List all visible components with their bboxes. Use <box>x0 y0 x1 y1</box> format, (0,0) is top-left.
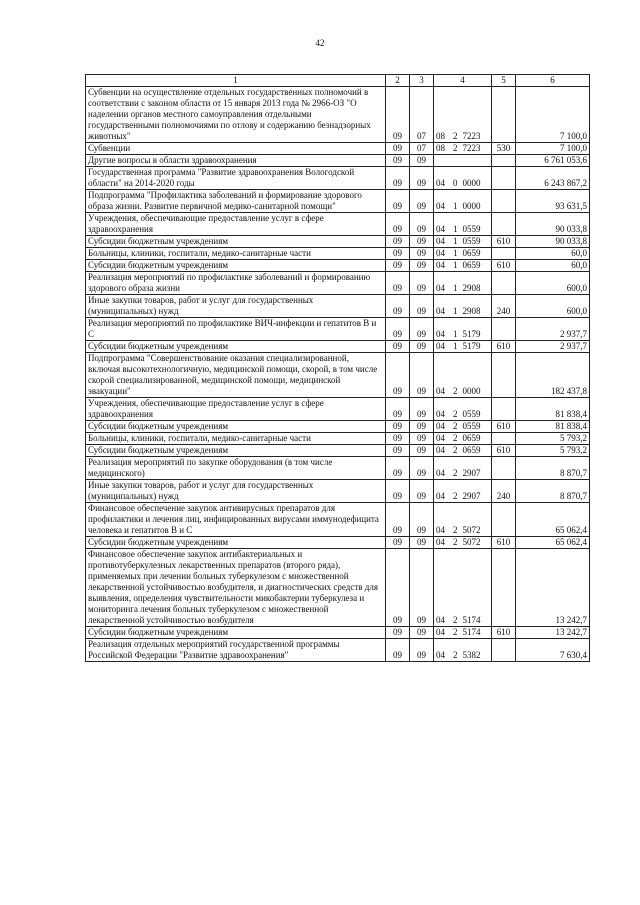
row-amount: 90 033,8 <box>516 213 590 236</box>
target-subprogram-code: 0 <box>453 178 458 188</box>
row-name: Субсидии бюджетным учреждениям <box>86 537 386 549</box>
row-amount: 182 437,8 <box>516 353 590 398</box>
row-target-article <box>434 272 492 295</box>
row-section: 09 <box>386 639 410 662</box>
target-subprogram-code: 2 <box>453 627 458 637</box>
row-subsection: 09 <box>410 480 434 503</box>
target-program-code: 04 <box>436 306 445 316</box>
row-expense-type: 610 <box>492 236 516 248</box>
row-subsection: 09 <box>410 318 434 341</box>
target-program-code: 04 <box>436 537 445 547</box>
target-item-code: 0659 <box>462 433 481 443</box>
target-program-code: 08 <box>436 143 445 153</box>
target-item-code: 2908 <box>462 283 481 293</box>
row-amount: 60,0 <box>516 260 590 272</box>
row-subsection: 09 <box>410 155 434 167</box>
row-name: Финансовое обеспечение закупок антивирусных препаратов для профилактики и лечения лиц, инфицированных вирусами иммунодефицита человека и гепатитов В и С <box>86 503 386 537</box>
table-row <box>86 190 590 213</box>
row-amount: 5 793,2 <box>516 433 590 445</box>
target-item-code: 5174 <box>462 615 481 625</box>
row-target-article <box>434 433 492 445</box>
target-program-code: 04 <box>436 525 445 535</box>
row-amount: 7 100,0 <box>516 87 590 143</box>
row-amount: 5 793,2 <box>516 445 590 457</box>
target-item-code: 0559 <box>462 224 481 234</box>
target-subprogram-code: 1 <box>453 341 458 351</box>
row-section: 09 <box>386 155 410 167</box>
row-target-article <box>434 167 492 190</box>
target-subprogram-code: 2 <box>453 433 458 443</box>
row-section: 09 <box>386 260 410 272</box>
table-row <box>86 549 590 627</box>
budget-table <box>85 74 590 662</box>
target-item-code: 0000 <box>462 201 481 211</box>
target-item-code: 0659 <box>462 248 481 258</box>
row-target-article <box>434 236 492 248</box>
row-target-article <box>434 318 492 341</box>
target-subprogram-code: 1 <box>453 248 458 258</box>
row-section: 09 <box>386 295 410 318</box>
target-item-code: 0559 <box>462 421 481 431</box>
row-subsection: 09 <box>410 190 434 213</box>
row-name: Реализация мероприятий по закупке оборудования (в том числе медицинского) <box>86 457 386 480</box>
row-section: 09 <box>386 433 410 445</box>
target-program-code: 04 <box>436 445 445 455</box>
row-expense-type: 610 <box>492 260 516 272</box>
row-target-article <box>434 421 492 433</box>
table-row <box>86 236 590 248</box>
row-expense-type <box>492 398 516 421</box>
target-program-code: 04 <box>436 178 445 188</box>
table-row <box>86 445 590 457</box>
table-row <box>86 318 590 341</box>
row-subsection: 09 <box>410 433 434 445</box>
row-expense-type <box>492 318 516 341</box>
row-section: 09 <box>386 143 410 155</box>
target-subprogram-code: 2 <box>453 491 458 501</box>
header-col-4: 4 <box>434 75 492 87</box>
row-expense-type: 610 <box>492 341 516 353</box>
target-program-code: 04 <box>436 260 445 270</box>
target-item-code: 0659 <box>462 260 481 270</box>
table-row <box>86 213 590 236</box>
target-program-code: 04 <box>436 236 445 246</box>
header-col-1: 1 <box>86 75 386 87</box>
table-row <box>86 398 590 421</box>
row-section: 09 <box>386 398 410 421</box>
row-expense-type <box>492 457 516 480</box>
table-row <box>86 457 590 480</box>
row-amount: 7 100,0 <box>516 143 590 155</box>
row-target-article <box>434 248 492 260</box>
row-expense-type <box>492 549 516 627</box>
row-section: 09 <box>386 236 410 248</box>
row-name: Подпрограмма "Профилактика заболеваний и формирование здорового образа жизни. Развитие первичной медико-санитарной помощи" <box>86 190 386 213</box>
target-item-code: 5382 <box>462 650 481 660</box>
row-expense-type <box>492 639 516 662</box>
row-subsection: 09 <box>410 627 434 639</box>
target-program-code: 04 <box>436 491 445 501</box>
row-name: Больницы, клиники, госпитали, медико-санитарные части <box>86 248 386 260</box>
table-row <box>86 248 590 260</box>
row-amount: 93 631,5 <box>516 190 590 213</box>
row-expense-type <box>492 213 516 236</box>
target-subprogram-code: 2 <box>453 650 458 660</box>
row-subsection: 09 <box>410 398 434 421</box>
row-amount: 6 761 053,6 <box>516 155 590 167</box>
row-expense-type: 530 <box>492 143 516 155</box>
row-name: Субсидии бюджетным учреждениям <box>86 260 386 272</box>
row-section: 09 <box>386 503 410 537</box>
target-item-code: 0000 <box>462 178 481 188</box>
page-number: 42 <box>315 38 325 48</box>
table-row <box>86 143 590 155</box>
row-amount: 2 937,7 <box>516 318 590 341</box>
row-amount: 81 838,4 <box>516 421 590 433</box>
row-name: Иные закупки товаров, работ и услуг для государственных (муниципальных) нужд <box>86 480 386 503</box>
target-subprogram-code: 2 <box>453 386 458 396</box>
table-row <box>86 155 590 167</box>
row-name: Финансовое обеспечение закупок антибактериальных и противотуберкулезных лекарственных препаратов (второго ряда), применяемых при лечении больных туберкулезом с множественной лекарственной устойчивостью возбудителя, и диагностических средств для выявления, определения чувствительности микобактерии туберкулеза и мониторинга лечения больных туберкулезом с множественной лекарственной устойчивостью возбудителя <box>86 549 386 627</box>
table-row <box>86 639 590 662</box>
row-name: Реализация мероприятий по профилактике заболеваний и формированию здорового образа жизни <box>86 272 386 295</box>
header-col-2: 2 <box>386 75 410 87</box>
target-subprogram-code: 2 <box>453 409 458 419</box>
row-name: Субсидии бюджетным учреждениям <box>86 341 386 353</box>
row-section: 09 <box>386 627 410 639</box>
row-expense-type <box>492 155 516 167</box>
row-amount: 8 870,7 <box>516 457 590 480</box>
target-item-code: 5072 <box>462 525 481 535</box>
row-expense-type <box>492 353 516 398</box>
row-amount: 65 062,4 <box>516 537 590 549</box>
row-subsection: 09 <box>410 295 434 318</box>
target-item-code: 5179 <box>462 341 481 351</box>
table-row <box>86 480 590 503</box>
row-subsection: 09 <box>410 457 434 480</box>
row-target-article <box>434 639 492 662</box>
row-amount: 65 062,4 <box>516 503 590 537</box>
row-amount: 81 838,4 <box>516 398 590 421</box>
row-target-article <box>434 87 492 143</box>
table-header-row <box>86 75 590 87</box>
row-section: 09 <box>386 353 410 398</box>
table-row <box>86 627 590 639</box>
header-col-3: 3 <box>410 75 434 87</box>
row-expense-type <box>492 167 516 190</box>
row-subsection: 09 <box>410 639 434 662</box>
target-item-code: 5174 <box>462 627 481 637</box>
row-name: Реализация отдельных мероприятий государственной программы Российской Федерации "Развитие здравоохранения" <box>86 639 386 662</box>
target-program-code: 08 <box>436 131 445 141</box>
row-subsection: 09 <box>410 248 434 260</box>
row-amount: 8 870,7 <box>516 480 590 503</box>
row-expense-type: 240 <box>492 480 516 503</box>
target-subprogram-code: 2 <box>453 615 458 625</box>
row-expense-type: 610 <box>492 445 516 457</box>
row-subsection: 09 <box>410 272 434 295</box>
row-expense-type <box>492 87 516 143</box>
row-subsection: 09 <box>410 236 434 248</box>
target-subprogram-code: 1 <box>453 283 458 293</box>
row-name: Больницы, клиники, госпитали, медико-санитарные части <box>86 433 386 445</box>
row-section: 09 <box>386 190 410 213</box>
row-name: Субсидии бюджетным учреждениям <box>86 236 386 248</box>
target-program-code: 04 <box>436 468 445 478</box>
target-subprogram-code: 2 <box>453 468 458 478</box>
row-amount: 90 033,8 <box>516 236 590 248</box>
target-program-code: 04 <box>436 329 445 339</box>
target-program-code: 04 <box>436 421 445 431</box>
row-target-article <box>434 341 492 353</box>
target-item-code: 0559 <box>462 409 481 419</box>
row-subsection: 09 <box>410 421 434 433</box>
row-name: Субвенции на осуществление отдельных государственных полномочий в соответствии с законом области от 15 января 2013 года № 2966-ОЗ "О наделении органов местного самоуправления отдельными государственными полномочиями по отлову и содержанию безнадзорных животных" <box>86 87 386 143</box>
target-subprogram-code: 1 <box>453 329 458 339</box>
row-subsection: 09 <box>410 167 434 190</box>
target-subprogram-code: 2 <box>453 525 458 535</box>
row-expense-type <box>492 433 516 445</box>
target-item-code: 5072 <box>462 537 481 547</box>
row-name: Государственная программа "Развитие здравоохранения Вологодской области" на 2014-2020 годы <box>86 167 386 190</box>
row-section: 09 <box>386 248 410 260</box>
table-row <box>86 341 590 353</box>
row-target-article <box>434 398 492 421</box>
row-section: 09 <box>386 167 410 190</box>
row-name: Другие вопросы в области здравоохранения <box>86 155 386 167</box>
target-subprogram-code: 1 <box>453 306 458 316</box>
table-row <box>86 87 590 143</box>
target-item-code: 0659 <box>462 445 481 455</box>
row-target-article <box>434 213 492 236</box>
target-program-code: 04 <box>436 627 445 637</box>
row-name: Субсидии бюджетным учреждениям <box>86 421 386 433</box>
row-section: 09 <box>386 318 410 341</box>
row-amount: 13 242,7 <box>516 627 590 639</box>
table-row <box>86 433 590 445</box>
row-expense-type <box>492 503 516 537</box>
row-section: 09 <box>386 341 410 353</box>
target-subprogram-code: 1 <box>453 201 458 211</box>
row-name: Субвенции <box>86 143 386 155</box>
table-row <box>86 260 590 272</box>
row-name: Иные закупки товаров, работ и услуг для государственных (муниципальных) нужд <box>86 295 386 318</box>
target-program-code: 04 <box>436 409 445 419</box>
row-subsection: 09 <box>410 213 434 236</box>
target-program-code: 04 <box>436 248 445 258</box>
row-subsection: 09 <box>410 445 434 457</box>
target-program-code: 04 <box>436 615 445 625</box>
target-subprogram-code: 2 <box>453 421 458 431</box>
target-item-code: 2908 <box>462 306 481 316</box>
target-subprogram-code: 2 <box>453 143 458 153</box>
row-amount: 600,0 <box>516 272 590 295</box>
row-subsection: 09 <box>410 503 434 537</box>
row-amount: 2 937,7 <box>516 341 590 353</box>
row-expense-type: 610 <box>492 537 516 549</box>
row-target-article <box>434 353 492 398</box>
row-section: 09 <box>386 421 410 433</box>
row-target-article <box>434 537 492 549</box>
table-row <box>86 503 590 537</box>
target-item-code: 7223 <box>462 143 481 153</box>
row-expense-type <box>492 272 516 295</box>
row-subsection: 09 <box>410 341 434 353</box>
row-expense-type: 240 <box>492 295 516 318</box>
row-target-article <box>434 155 492 167</box>
row-subsection: 09 <box>410 353 434 398</box>
row-section: 09 <box>386 445 410 457</box>
row-target-article <box>434 480 492 503</box>
row-target-article <box>434 445 492 457</box>
row-target-article <box>434 143 492 155</box>
target-item-code: 0559 <box>462 236 481 246</box>
row-target-article <box>434 457 492 480</box>
target-subprogram-code: 1 <box>453 236 458 246</box>
target-program-code: 04 <box>436 433 445 443</box>
row-target-article <box>434 503 492 537</box>
target-subprogram-code: 1 <box>453 224 458 234</box>
row-expense-type <box>492 190 516 213</box>
row-section: 09 <box>386 457 410 480</box>
row-name: Учреждения, обеспечивающие предоставление услуг в сфере здравоохранения <box>86 213 386 236</box>
table-row <box>86 353 590 398</box>
row-name: Субсидии бюджетным учреждениям <box>86 445 386 457</box>
row-expense-type <box>492 248 516 260</box>
row-section: 09 <box>386 549 410 627</box>
row-name: Реализация мероприятий по профилактике ВИЧ-инфекции и гепатитов В и С <box>86 318 386 341</box>
row-amount: 600,0 <box>516 295 590 318</box>
target-item-code: 7223 <box>462 131 481 141</box>
row-name: Подпрограмма "Совершенствование оказания специализированной, включая высокотехнологичную, медицинской помощи, скорой, в том числе скорой специализированной, медицинской помощи, медицинской эвакуации" <box>86 353 386 398</box>
row-target-article <box>434 549 492 627</box>
table-row <box>86 272 590 295</box>
row-subsection: 07 <box>410 87 434 143</box>
header-col-5: 5 <box>492 75 516 87</box>
table-row <box>86 421 590 433</box>
row-amount: 60,0 <box>516 248 590 260</box>
target-subprogram-code: 2 <box>453 537 458 547</box>
row-target-article <box>434 627 492 639</box>
row-section: 09 <box>386 480 410 503</box>
header-col-6: 6 <box>516 75 590 87</box>
row-subsection: 07 <box>410 143 434 155</box>
row-subsection: 09 <box>410 260 434 272</box>
target-subprogram-code: 1 <box>453 260 458 270</box>
row-target-article <box>434 295 492 318</box>
target-subprogram-code: 2 <box>453 445 458 455</box>
target-program-code: 04 <box>436 650 445 660</box>
target-program-code: 04 <box>436 283 445 293</box>
row-amount: 13 242,7 <box>516 549 590 627</box>
target-program-code: 04 <box>436 341 445 351</box>
row-section: 09 <box>386 272 410 295</box>
row-expense-type: 610 <box>492 627 516 639</box>
row-name: Субсидии бюджетным учреждениям <box>86 627 386 639</box>
row-amount: 7 630,4 <box>516 639 590 662</box>
row-expense-type: 610 <box>492 421 516 433</box>
target-item-code: 2907 <box>462 468 481 478</box>
table-row <box>86 167 590 190</box>
target-item-code: 0000 <box>462 386 481 396</box>
row-target-article <box>434 260 492 272</box>
table-row <box>86 295 590 318</box>
target-program-code: 04 <box>436 201 445 211</box>
row-name: Учреждения, обеспечивающие предоставление услуг в сфере здравоохранения <box>86 398 386 421</box>
table-row <box>86 537 590 549</box>
row-section: 09 <box>386 213 410 236</box>
row-target-article <box>434 190 492 213</box>
target-program-code: 04 <box>436 386 445 396</box>
row-section: 09 <box>386 537 410 549</box>
row-subsection: 09 <box>410 537 434 549</box>
target-item-code: 2907 <box>462 491 481 501</box>
target-item-code: 5179 <box>462 329 481 339</box>
row-section: 09 <box>386 87 410 143</box>
target-subprogram-code: 2 <box>453 131 458 141</box>
target-program-code: 04 <box>436 224 445 234</box>
row-amount: 6 243 867,2 <box>516 167 590 190</box>
row-subsection: 09 <box>410 549 434 627</box>
